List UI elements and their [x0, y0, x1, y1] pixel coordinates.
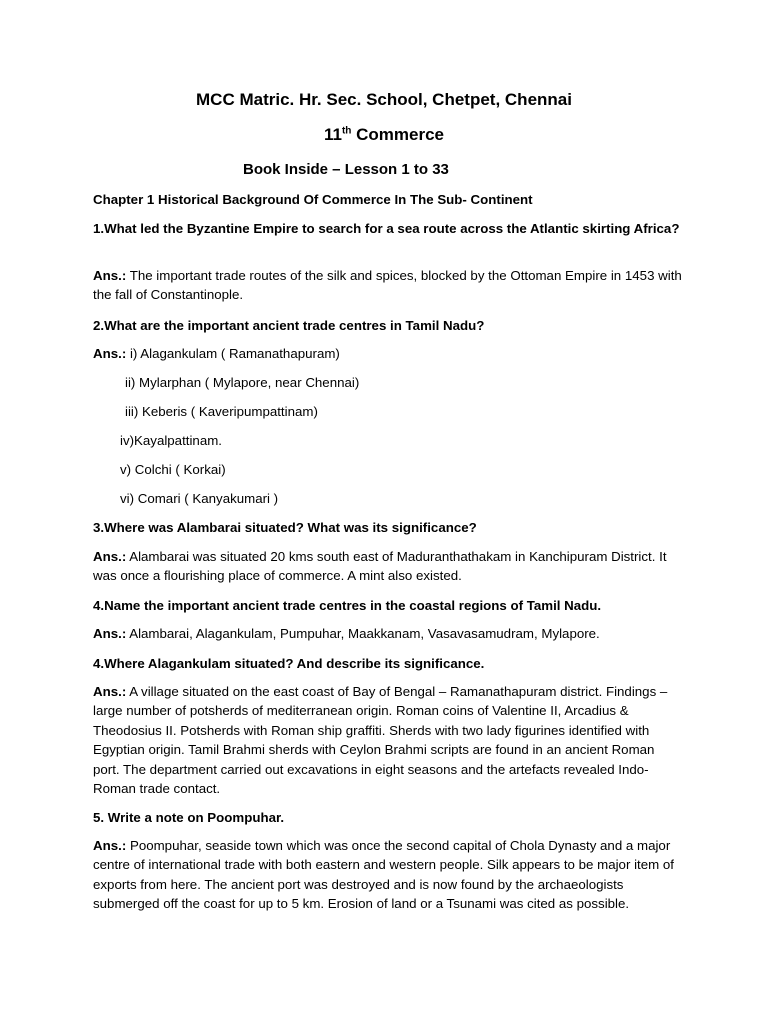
question-4: 4.Name the important ancient trade centres in the coastal regions of Tamil Nadu. — [93, 598, 602, 613]
answer-3-text: Alambarai was situated 20 kms south east of Maduranthathakam in Kanchipuram District. It was once a flourishing place of commerce. A mint also existed. — [93, 549, 667, 584]
list-item: iv)Kayalpattinam. — [120, 433, 222, 448]
answer-label: Ans.: — [93, 684, 127, 699]
answer-2 — [93, 344, 683, 363]
lesson-subtitle: Book Inside – Lesson 1 to 33 — [243, 161, 449, 178]
list-item: v) Colchi ( Korkai) — [120, 462, 226, 477]
grade-subject: Commerce — [351, 125, 445, 144]
chapter-heading: Chapter 1 Historical Background Of Commerce In The Sub- Continent — [93, 192, 533, 207]
answer-4 — [93, 624, 683, 643]
answer-5-text: Poompuhar, seaside town which was once the second capital of Chola Dynasty and a major centre of international trade with both eastern and western people. Silk appears to be major item of exports from here. The ancient port was destroyed and is now found by the archaeologists submerged off the coast for up to 5 km. Erosion of land or a Tsunami was cited as possible. — [93, 838, 674, 912]
list-item: iii) Keberis ( Kaveripumpattinam) — [125, 404, 318, 419]
grade-title — [0, 125, 768, 145]
list-item: ii) Mylarphan ( Mylapore, near Chennai) — [125, 375, 360, 390]
question-3: 3.Where was Alambarai situated? What was its significance? — [93, 520, 477, 535]
question-1: 1.What led the Byzantine Empire to search for a sea route across the Atlantic skirting Africa? — [93, 221, 680, 236]
question-2: 2.What are the important ancient trade centres in Tamil Nadu? — [93, 318, 485, 333]
answer-4b — [93, 682, 683, 798]
answer-4b-text: A village situated on the east coast of Bay of Bengal – Ramanathapuram district. Findings – large number of potsherds of mediterranean origin. Roman coins of Valentine II, Arcadius & Theodosius II. Potsherds with Roman ship graffiti. Sherds with two lady figurines identified with Egyptian origin. Tamil Brahmi sherds with Ceylon Brahmi scripts are found in an ancient Roman port. The department carried out excavations in eight seasons and the artefacts revealed Indo- Roman trade contact. — [93, 684, 668, 797]
grade-number: 11 — [323, 125, 342, 144]
answer-label: Ans.: — [93, 549, 127, 564]
list-item: i) Alagankulam ( Ramanathapuram) — [126, 346, 340, 361]
list-item: vi) Comari ( Kanyakumari ) — [120, 491, 279, 506]
question-5: 5. Write a note on Poompuhar. — [93, 810, 285, 825]
answer-5 — [93, 836, 683, 914]
answer-label: Ans.: — [93, 838, 127, 853]
grade-superscript: th — [341, 125, 352, 137]
answer-label: Ans.: — [93, 346, 127, 361]
school-title: MCC Matric. Hr. Sec. School, Chetpet, Chennai — [196, 90, 572, 109]
answer-4-text: Alambarai, Alagankulam, Pumpuhar, Maakkanam, Vasavasamudram, Mylapore. — [126, 626, 600, 641]
answer-3 — [93, 547, 683, 586]
answer-1-text: The important trade routes of the silk and spices, blocked by the Ottoman Empire in 1453 with the fall of Constantinople. — [93, 268, 682, 303]
answer-label: Ans.: — [93, 268, 127, 283]
question-4b: 4.Where Alagankulam situated? And describe its significance. — [93, 656, 485, 671]
answer-label: Ans.: — [93, 626, 127, 641]
answer-1 — [93, 266, 683, 305]
